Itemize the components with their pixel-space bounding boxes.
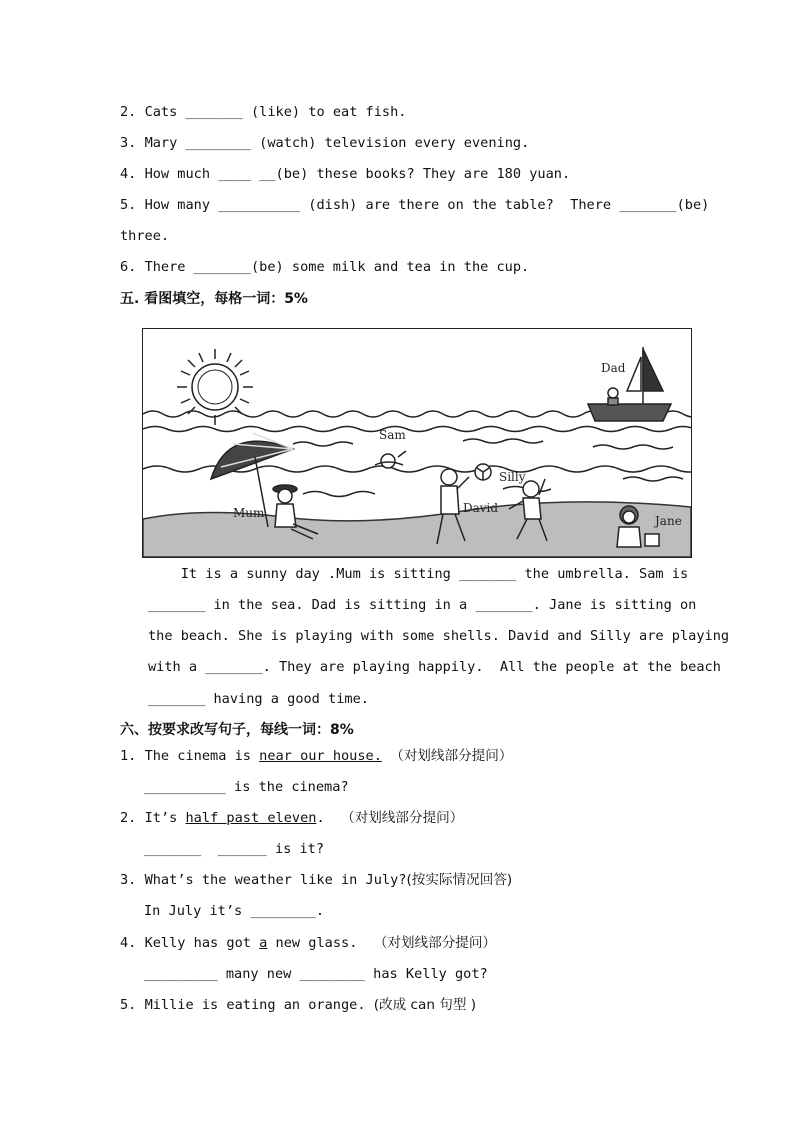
question-2 [120, 103, 406, 121]
question-text: What’s the weather like in July? [144, 872, 407, 888]
sam-label: Sam [379, 428, 406, 442]
answer-blank[interactable]: _______ [193, 259, 251, 275]
beach-scene-drawing [143, 329, 691, 557]
answer-line-1[interactable]: __________ is the cinema? [144, 779, 349, 795]
question-5-continuation: three. [120, 228, 170, 244]
dad-label: Dad [601, 361, 626, 375]
passage-line-1: It is a sunny day .Mum is sitting _______ the umbrella. Sam is [148, 566, 689, 582]
passage-line-3: the beach. She is playing with some shells. David and Silly are playing [148, 628, 730, 644]
passage-line-5: _______ having a good time. [148, 691, 369, 707]
question-text: Kelly has got [144, 935, 251, 951]
jane-label: Jane [655, 514, 682, 528]
question-number: 5. [120, 197, 137, 213]
question-text: (like) to eat fish. [250, 104, 407, 120]
question-number: 4. [120, 935, 137, 951]
answer-blank[interactable]: _______ [619, 197, 677, 213]
instruction-note: (按实际情况回答) [406, 872, 513, 888]
answer-blank[interactable]: _______ [185, 104, 243, 120]
rewrite-question-5 [120, 996, 476, 1014]
question-5 [120, 196, 709, 214]
mum-label: Mum [233, 506, 265, 520]
question-text: Cats [144, 104, 178, 120]
answer-blank[interactable]: ____ __ [218, 166, 276, 182]
question-text: (watch) television every evening. [259, 135, 530, 151]
answer-blank[interactable]: __________ [218, 197, 301, 213]
rewrite-question-3 [120, 871, 512, 889]
david-label: David [463, 501, 499, 515]
instruction-note: (改成 can 句型 ) [373, 997, 477, 1013]
silly-label: Silly [499, 470, 526, 484]
question-number: 3. [120, 872, 137, 888]
instruction-note: （对划线部分提问） [390, 748, 513, 764]
beach-shore [143, 502, 691, 557]
question-text: . [316, 810, 325, 826]
question-text: There [570, 197, 612, 213]
question-number: 3. [120, 135, 137, 151]
question-text: new glass. [275, 935, 358, 951]
instruction-note: （对划线部分提问） [341, 810, 464, 826]
underlined-text: a [259, 935, 268, 951]
question-number: 2. [120, 104, 137, 120]
answer-line-2[interactable]: _______ ______ is it? [144, 841, 325, 857]
underlined-text: near our house. [259, 748, 382, 764]
beach-scene-illustration [142, 328, 692, 558]
section-5-title: 五. 看图填空，每格一词：5% [120, 291, 308, 307]
question-number: 4. [120, 166, 137, 182]
question-number: 1. [120, 748, 137, 764]
instruction-note: （对划线部分提问） [373, 935, 497, 951]
section-6-title: 六、按要求改写句子，每线一词：8% [120, 722, 354, 738]
question-text: It’s [144, 810, 178, 826]
passage-line-2: _______ in the sea. Dad is sitting in a _______. Jane is sitting on [148, 597, 697, 613]
rewrite-question-2 [120, 809, 463, 827]
ball-icon [475, 464, 491, 480]
question-number: 2. [120, 810, 137, 826]
underlined-text: half past eleven [185, 810, 317, 826]
rewrite-question-1 [120, 747, 512, 765]
answer-blank[interactable]: ________ [185, 135, 251, 151]
passage-line-4: with a _______. They are playing happily. All the people at the beach [148, 659, 721, 675]
question-text: (dish) are there on the table? [308, 197, 554, 213]
answer-line-4[interactable]: _________ many new ________ has Kelly got? [144, 966, 488, 982]
question-text: The cinema is [144, 748, 251, 764]
answer-line-3[interactable]: In July it’s ________. [144, 903, 325, 919]
sailboat-icon [588, 347, 671, 421]
question-text: (be) [676, 197, 710, 213]
question-text: (be) some milk and tea in the cup. [250, 259, 530, 275]
question-text: How much [144, 166, 211, 182]
question-6 [120, 258, 529, 276]
question-3 [120, 134, 529, 152]
question-text: How many [144, 197, 211, 213]
question-4 [120, 165, 570, 183]
question-text: There [144, 259, 186, 275]
rewrite-question-4 [120, 934, 496, 952]
question-text: Mary [144, 135, 178, 151]
question-text: (be) these books? They are 180 yuan. [275, 166, 571, 182]
question-number: 6. [120, 259, 137, 275]
question-number: 5. [120, 997, 137, 1013]
question-text: Millie is eating an orange. [144, 997, 366, 1013]
